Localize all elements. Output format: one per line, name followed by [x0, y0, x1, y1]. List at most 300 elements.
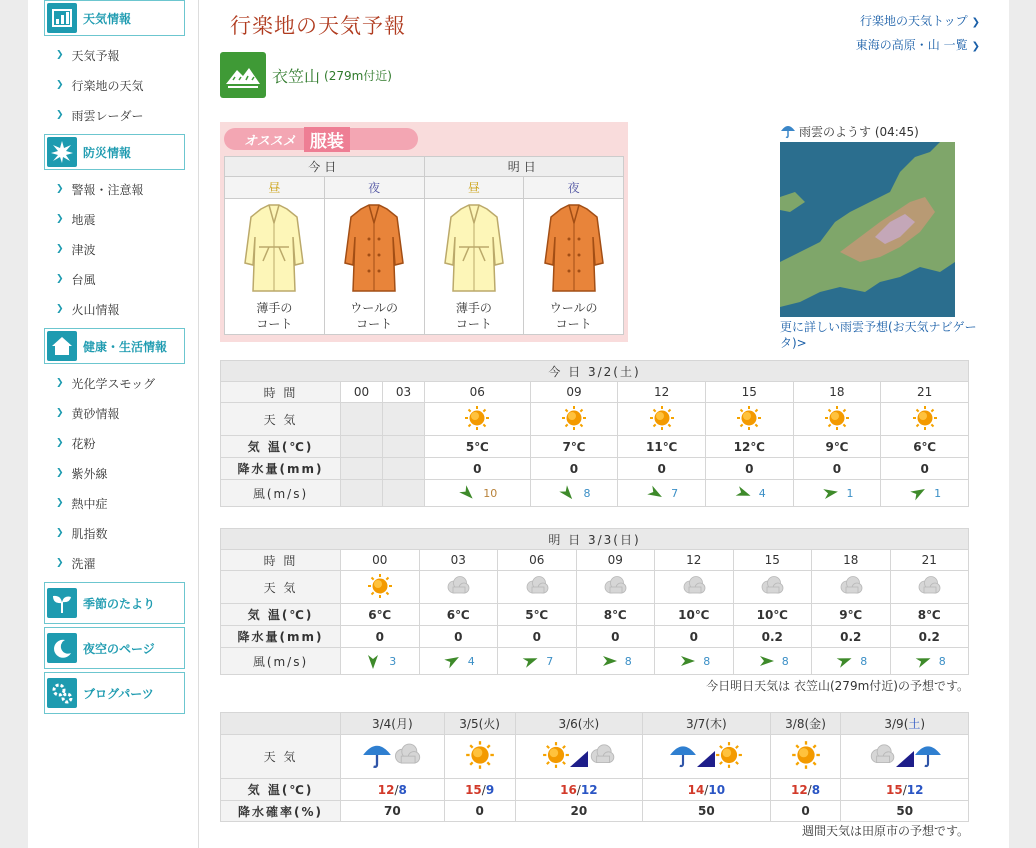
weekly-weather: [770, 735, 841, 779]
sidebar-item[interactable]: [44, 234, 185, 264]
weekly-date: 3/9(土): [841, 713, 969, 735]
wind-arrow-icon: [599, 651, 619, 671]
sidebar-item[interactable]: [44, 488, 185, 518]
wind-speed: 8: [860, 654, 868, 668]
wind-cell: [812, 648, 891, 675]
cloud-icon: [445, 588, 471, 602]
clothing-label-line2: コート: [356, 317, 393, 331]
weekly-weather: [341, 735, 445, 779]
temp-high: 12: [790, 782, 808, 797]
rain-cell: 0: [419, 626, 498, 648]
clothing-label-line1: 薄手の: [455, 301, 492, 315]
light-coat-icon: [241, 203, 307, 295]
clothing-item: [225, 199, 325, 335]
tomorrow-forecast-table: [220, 528, 969, 675]
home-icon: [47, 331, 77, 361]
wind-arrow-icon: [363, 651, 383, 671]
temp-low: 8: [398, 782, 407, 797]
temp-low: 10: [708, 782, 726, 797]
sidebar-section-1[interactable]: [44, 134, 185, 170]
time-cell: 03: [382, 382, 424, 403]
clothing-label-line2: コート: [455, 317, 492, 331]
weekly-pop: 20: [515, 801, 643, 822]
temp-cell: 12℃: [705, 436, 793, 458]
weekly-temp: 15/12: [841, 779, 969, 801]
wool-coat-icon: [341, 203, 407, 295]
weather-cell: [498, 571, 577, 604]
wind-speed: 4: [467, 654, 475, 668]
rain-cell: 0: [424, 458, 530, 480]
weekly-pop: 70: [341, 801, 445, 822]
sidebar-item[interactable]: [44, 264, 185, 294]
sun-icon: [824, 420, 850, 434]
moon-star-icon: [47, 633, 77, 663]
wind-speed: 8: [781, 654, 789, 668]
radar-panel: [780, 120, 980, 351]
weekly-row-label-pop: 降水確率(%): [221, 801, 341, 822]
sidebar-item-label: 花粉: [71, 436, 96, 451]
wind-speed: 1: [846, 486, 854, 500]
time-cell: 21: [881, 382, 969, 403]
wind-arrow-icon: [831, 648, 857, 674]
sidebar-button-label: 夜空のページ: [83, 641, 155, 656]
date-text: 3/6: [558, 717, 578, 731]
link-tokai-mountain-list[interactable]: 東海の高原・山 一覧 ❯: [855, 38, 980, 52]
chevron-right-icon: ❯: [56, 498, 64, 508]
hourly-note: 今日明日天気は 衣笠山(279m付近)の予想です。: [706, 679, 969, 693]
wind-cell: [382, 480, 424, 507]
sidebar-item-label: 行楽地の天気: [71, 78, 144, 93]
main-content: [220, 0, 980, 848]
wind-cell: [618, 480, 706, 507]
chevron-right-icon: ❯: [56, 184, 64, 194]
clothing-day-today: 今日: [225, 157, 425, 177]
weather-cell: [618, 403, 706, 436]
umbrella-icon: [780, 123, 796, 139]
temp-cell: 8℃: [576, 604, 655, 626]
clothing-recommendation: [220, 122, 628, 342]
day-of-week: 金: [809, 717, 822, 731]
light-coat-icon: [441, 203, 507, 295]
date-text: 3/9: [884, 717, 904, 731]
radar-detail-link[interactable]: 更に詳しい雨雲予想(お天気ナビゲータ)>: [780, 320, 977, 350]
sidebar-item-label: 地震: [71, 212, 96, 227]
cloud-then-rain-icon: [868, 758, 942, 772]
clothing-day-tomorrow: 明日: [424, 157, 624, 177]
weekly-pop: 50: [643, 801, 771, 822]
weekly-temp: 14/10: [643, 779, 771, 801]
clothing-label-line1: ウールの: [549, 301, 598, 315]
weekly-row-label-wx: 天 気: [221, 735, 341, 779]
date-text: 3/7: [685, 717, 706, 731]
rain-cell: [382, 458, 424, 480]
weekly-pop: 0: [444, 801, 515, 822]
wind-arrow-icon: [904, 479, 931, 506]
chevron-right-icon: ❯: [56, 468, 64, 478]
sidebar-item[interactable]: [44, 294, 185, 324]
temp-cell: 5℃: [424, 436, 530, 458]
location-name: 衣笠山: [272, 66, 321, 86]
temp-cell: 6℃: [419, 604, 498, 626]
temp-cell: 10℃: [733, 604, 812, 626]
temp-cell: 6℃: [341, 604, 420, 626]
rain-cell: 0: [655, 626, 734, 648]
cloud-icon: [838, 588, 864, 602]
weather-cell: [733, 571, 812, 604]
page: [28, 0, 1009, 848]
date-text: 3/8: [785, 717, 805, 731]
rain-cell: 0: [498, 626, 577, 648]
row-label-time: 時 間: [221, 382, 341, 403]
temp-high: 14: [687, 782, 705, 797]
cloud-icon: [602, 588, 628, 602]
weather-cell: [419, 571, 498, 604]
clothing-label-line1: ウールの: [350, 301, 398, 315]
weather-cell: [705, 403, 793, 436]
sun-icon: [736, 420, 762, 434]
time-cell: 18: [793, 382, 881, 403]
sidebar-item-label: 警報・注意報: [71, 182, 144, 197]
clothing-period: 昼: [225, 177, 325, 199]
wind-arrow-icon: [756, 651, 776, 671]
wind-speed: 1: [934, 486, 942, 500]
weekly-pop: 0: [770, 801, 841, 822]
wind-arrow-icon: [677, 651, 697, 671]
temp-cell: 10℃: [655, 604, 734, 626]
temp-cell: 11℃: [618, 436, 706, 458]
time-cell: 18: [812, 550, 891, 571]
gears-icon: [47, 678, 77, 708]
row-label-rain: 降水量(mm): [221, 626, 341, 648]
temp-cell: 5℃: [498, 604, 577, 626]
weekly-weather: [515, 735, 643, 779]
rain-cloud-icon: [362, 759, 422, 773]
temp-cell: 7℃: [530, 436, 618, 458]
clothing-item: [524, 199, 624, 335]
wind-cell: [419, 648, 498, 675]
weekly-forecast-table: [220, 712, 969, 822]
row-label-rain: 降水量(mm): [221, 458, 341, 480]
wind-arrow-icon: [730, 480, 756, 506]
temp-high: 12: [377, 782, 395, 797]
time-cell: 21: [890, 550, 969, 571]
weekly-temp: 12/8: [770, 779, 841, 801]
weekly-note: 週間天気は田原市の予想です。: [801, 824, 969, 838]
wind-arrow-icon: [819, 481, 842, 504]
weather-info-icon: [47, 3, 77, 33]
rain-cell: 0: [341, 626, 420, 648]
top-links: [856, 10, 980, 58]
sun-icon: [561, 420, 587, 434]
temp-cell: 9℃: [812, 604, 891, 626]
sidebar-item[interactable]: [44, 548, 185, 578]
sidebar-item[interactable]: [44, 174, 185, 204]
radar-map[interactable]: [780, 142, 955, 317]
wind-cell: [424, 480, 530, 507]
weekly-date: 3/5(火): [444, 713, 515, 735]
sidebar-item[interactable]: [44, 518, 185, 548]
chevron-right-icon: ❯: [56, 438, 64, 448]
temp-high: 15: [465, 782, 482, 797]
wind-cell: [655, 648, 734, 675]
sidebar-item-label: 天気予報: [71, 48, 120, 63]
row-label-wx: 天 気: [221, 571, 341, 604]
sidebar-item-label: 台風: [71, 272, 96, 287]
rain-cell: 0.2: [890, 626, 969, 648]
rain-cell: 0.2: [733, 626, 812, 648]
time-cell: 00: [341, 382, 383, 403]
weather-cell: [890, 571, 969, 604]
weekly-date: 3/6(水): [515, 713, 643, 735]
rain-cell: 0.2: [812, 626, 891, 648]
sidebar-item-label: 雨雲レーダー: [71, 108, 144, 123]
clothing-label-line2: コート: [555, 317, 592, 331]
chevron-right-icon: ❯: [56, 214, 64, 224]
time-cell: 06: [424, 382, 530, 403]
wind-cell: [498, 648, 577, 675]
weekly-temp: 15/9: [444, 779, 515, 801]
weekly-weather: [643, 735, 771, 779]
sidebar-item[interactable]: [44, 40, 185, 70]
weather-cell: [793, 403, 881, 436]
wind-arrow-icon: [517, 648, 543, 674]
time-cell: 15: [705, 382, 793, 403]
sidebar-section-2[interactable]: [44, 328, 185, 364]
weekly-pop: 50: [841, 801, 969, 822]
sidebar-item-label: 肌指数: [71, 526, 108, 541]
time-cell: 06: [498, 550, 577, 571]
mountain-icon: [220, 52, 266, 98]
sidebar-item[interactable]: [44, 70, 185, 100]
clothing-label-line1: 薄手の: [256, 301, 293, 315]
location: [220, 52, 392, 98]
sidebar-item[interactable]: [44, 458, 185, 488]
weekly-date: 3/4(月): [341, 713, 445, 735]
wind-cell: [733, 648, 812, 675]
sidebar-button-label: 季節のたより: [83, 596, 156, 611]
wind-speed: 7: [546, 654, 554, 668]
sidebar-item-label: 洗濯: [71, 556, 96, 571]
clothing-banner: [224, 126, 624, 152]
sun-icon: [649, 420, 675, 434]
row-label-wind: 風(m/s): [221, 648, 341, 675]
wind-arrow-icon: [641, 479, 668, 506]
wind-cell: [530, 480, 618, 507]
weekly-weather: [444, 735, 515, 779]
chevron-right-icon: ❯: [56, 378, 64, 388]
sun-icon: [791, 759, 821, 773]
sprout-icon: [47, 588, 77, 618]
weather-cell: [655, 571, 734, 604]
wind-speed: 8: [624, 654, 632, 668]
clothing-item: [324, 199, 424, 335]
today-forecast-table: [220, 360, 969, 507]
sun-icon: [912, 420, 938, 434]
wind-speed: 10: [483, 486, 498, 500]
sidebar-list: [44, 40, 185, 130]
sidebar-section-title: 天気情報: [83, 11, 132, 26]
temp-cell: 6℃: [881, 436, 969, 458]
weather-cell: [341, 403, 383, 436]
chevron-right-icon: ❯: [56, 274, 64, 284]
banner-osusume: オススメ: [244, 133, 296, 149]
rain-cell: 0: [705, 458, 793, 480]
day-of-week: 火: [483, 717, 496, 731]
weather-cell: [382, 403, 424, 436]
sidebar-button-0[interactable]: [44, 582, 185, 624]
weather-cell: [576, 571, 655, 604]
sun-icon: [465, 759, 495, 773]
time-cell: 15: [733, 550, 812, 571]
rain-cell: 0: [618, 458, 706, 480]
temp-high: 16: [560, 782, 577, 797]
cloud-icon: [759, 588, 785, 602]
rain-cell: 0: [576, 626, 655, 648]
time-cell: 09: [576, 550, 655, 571]
rain-cell: [341, 458, 383, 480]
weather-cell: [424, 403, 530, 436]
location-altitude: (279m付近): [324, 68, 392, 83]
wind-cell: [341, 480, 383, 507]
sidebar-item[interactable]: [44, 100, 185, 130]
wind-speed: 3: [389, 654, 397, 668]
temp-low: 9: [485, 782, 495, 797]
sidebar-item[interactable]: [44, 428, 185, 458]
wind-speed: 4: [758, 486, 766, 500]
day-of-week: 水: [582, 717, 595, 731]
rain-cell: 0: [530, 458, 618, 480]
sidebar-list: [44, 174, 185, 324]
temp-high: 15: [886, 782, 903, 797]
wind-cell: [881, 480, 969, 507]
sidebar-item-label: 光化学スモッグ: [71, 376, 156, 391]
sidebar-item-label: 黄砂情報: [71, 406, 120, 421]
weather-cell: [881, 403, 969, 436]
sidebar-divider: [198, 0, 199, 848]
weather-cell: [812, 571, 891, 604]
temp-cell: [382, 436, 424, 458]
weekly-temp: 16/12: [515, 779, 643, 801]
sidebar-section-title: 防災情報: [83, 145, 132, 160]
wind-speed: 8: [583, 486, 591, 500]
sidebar-list: [44, 368, 185, 578]
rain-cell: 0: [881, 458, 969, 480]
chevron-right-icon: ❯: [56, 110, 64, 120]
chevron-right-icon: ❯: [56, 304, 64, 314]
sun-then-cloud-icon: [542, 758, 616, 772]
wool-coat-icon: [541, 203, 607, 295]
clothing-period: 昼: [424, 177, 524, 199]
wind-arrow-icon: [453, 479, 481, 507]
clothing-period: 夜: [324, 177, 424, 199]
chevron-right-icon: ❯: [56, 244, 64, 254]
temp-low: 8: [811, 782, 821, 797]
sidebar-button-1[interactable]: [44, 627, 185, 669]
sun-icon: [367, 588, 393, 602]
weather-cell: [530, 403, 618, 436]
weekly-temp: 12/8: [341, 779, 445, 801]
clothing-label-line2: コート: [256, 317, 293, 331]
weekly-corner: [221, 713, 341, 735]
date-text: 3/4: [371, 717, 392, 731]
banner-fukuso: 服装: [304, 127, 350, 152]
sidebar-item-label: 火山情報: [71, 302, 120, 317]
wind-cell: [341, 648, 420, 675]
sidebar-item[interactable]: [44, 398, 185, 428]
chevron-right-icon: ❯: [56, 50, 64, 60]
weekly-date: 3/8(金): [770, 713, 841, 735]
cloud-icon: [524, 588, 550, 602]
weekly-row-label-tmp: 気 温(℃): [221, 779, 341, 801]
row-label-tmp: 気 温(℃): [221, 436, 341, 458]
wind-speed: 7: [671, 486, 679, 500]
sidebar-item-label: 熱中症: [71, 496, 108, 511]
row-label-wx: 天 気: [221, 403, 341, 436]
chevron-right-icon: ❯: [56, 80, 64, 90]
temp-cell: 8℃: [890, 604, 969, 626]
weather-cell: [341, 571, 420, 604]
sidebar-item[interactable]: [44, 368, 185, 398]
clothing-item: [424, 199, 524, 335]
temp-cell: 9℃: [793, 436, 881, 458]
row-label-tmp: 気 温(℃): [221, 604, 341, 626]
row-label-time: 時 間: [221, 550, 341, 571]
sidebar-item-label: 津波: [71, 242, 96, 257]
chevron-right-icon: ❯: [56, 558, 64, 568]
temp-low: 12: [580, 782, 598, 797]
wind-speed: 8: [938, 654, 946, 668]
link-resort-top[interactable]: 行楽地の天気トップ ❯: [859, 14, 980, 28]
sun-icon: [464, 420, 490, 434]
wind-arrow-icon: [438, 647, 465, 674]
time-cell: 12: [655, 550, 734, 571]
day-of-week: 木: [709, 717, 722, 731]
disaster-icon: [47, 137, 77, 167]
sidebar-button-2[interactable]: [44, 672, 185, 714]
row-label-wind: 風(m/s): [221, 480, 341, 507]
sidebar-section-0[interactable]: [44, 0, 185, 36]
day-of-week: 月: [395, 717, 408, 731]
weekly-weather: [841, 735, 969, 779]
sidebar: [44, 0, 185, 717]
sidebar-button-label: ブログパーツ: [83, 686, 154, 701]
time-cell: 09: [530, 382, 618, 403]
clothing-table: [224, 156, 624, 335]
wind-cell: [793, 480, 881, 507]
today-header: 今 日 3/2(土): [221, 361, 969, 382]
page-title: 行楽地の天気予報: [230, 14, 406, 38]
wind-arrow-icon: [910, 648, 936, 674]
time-cell: 03: [419, 550, 498, 571]
temp-cell: [341, 436, 383, 458]
rain-then-sun-icon: [669, 758, 743, 772]
date-text: 3/5: [459, 717, 479, 731]
wind-cell: [705, 480, 793, 507]
chevron-right-icon: ❯: [56, 528, 64, 538]
radar-title: 雨雲のようす (04:45): [799, 124, 919, 139]
sidebar-item-label: 紫外線: [71, 466, 108, 481]
tomorrow-header: 明 日 3/3(日): [221, 529, 969, 550]
day-of-week: 土: [908, 717, 921, 731]
clothing-period: 夜: [524, 177, 624, 199]
wind-cell: [576, 648, 655, 675]
time-cell: 12: [618, 382, 706, 403]
wind-arrow-icon: [553, 479, 581, 507]
temp-low: 12: [906, 782, 924, 797]
wind-speed: 8: [703, 654, 711, 668]
weekly-date: 3/7(木): [643, 713, 771, 735]
sidebar-item[interactable]: [44, 204, 185, 234]
